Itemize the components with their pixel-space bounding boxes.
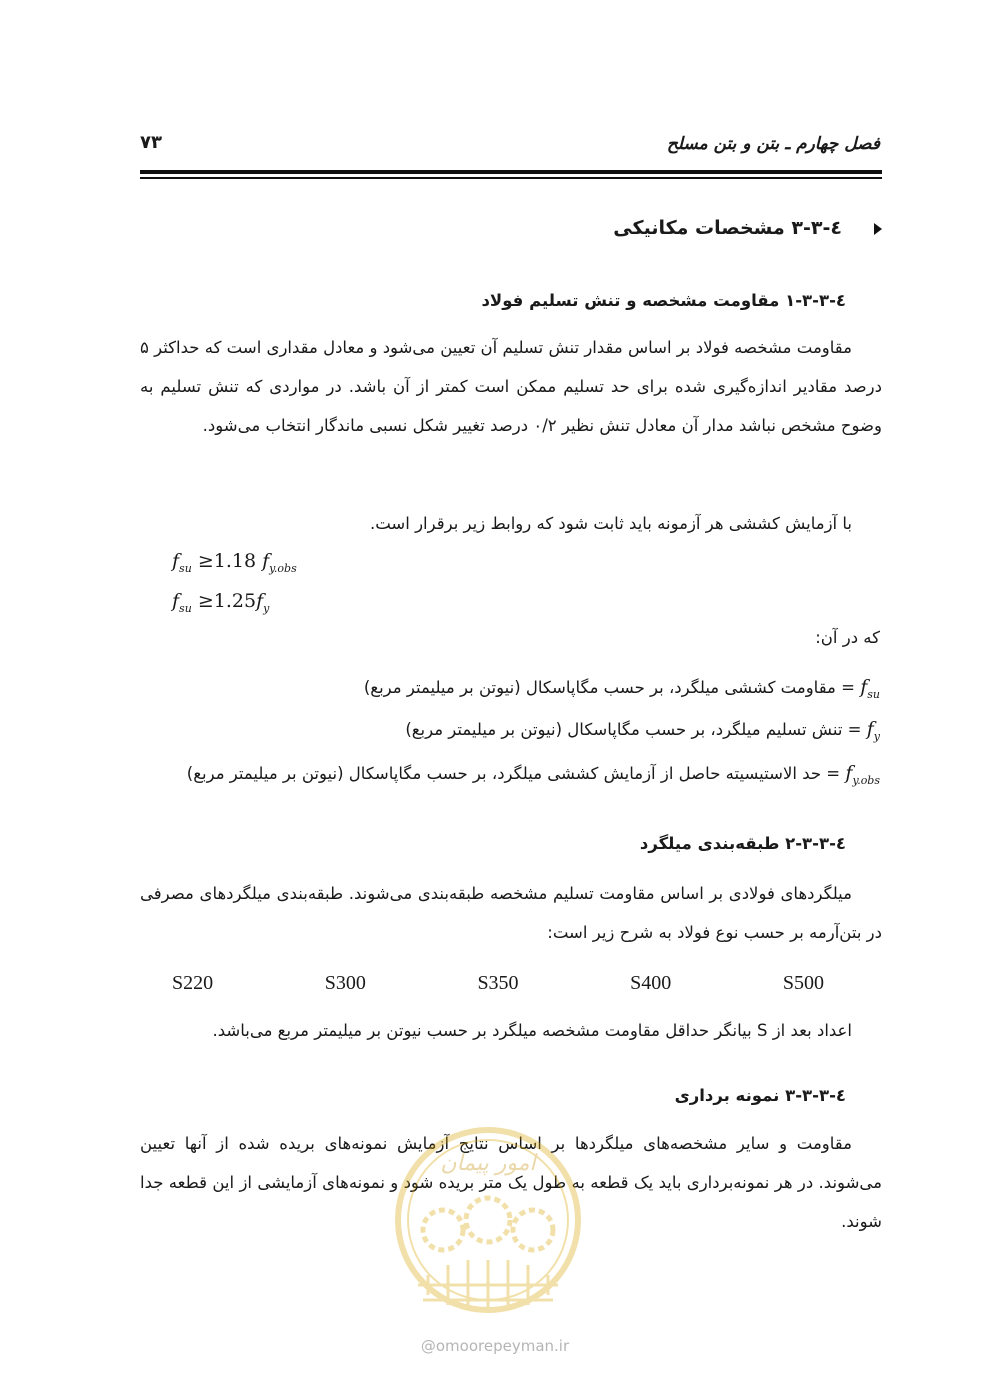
grade-s300: S300 [324, 972, 366, 994]
header-rule-thick [140, 170, 882, 174]
definition-fyobs: $f_{y.obs}$ = حد الاستیسیته حاصل از آزمایش کششی میلگرد، بر حسب مگاپاسکال (نیوتن بر میلیمتر مربع) [186, 762, 880, 787]
at-icon: @ [420, 1337, 436, 1355]
watermark-logo [388, 1125, 588, 1345]
grade-s350: S350 [477, 972, 519, 994]
equation-1: $f_{su} \ge 1.18$ $f_{y.obs}$ [172, 550, 297, 575]
steel-grades-row [172, 972, 824, 995]
equation-2: $f_{su} \ge 1.25f_y$ [172, 590, 270, 615]
header-rule-thin [140, 177, 882, 179]
watermark-logo-text: امور پیمان [440, 1151, 536, 1176]
paragraph-sampling: مقاومت و سایر مشخصه‌های میلگردها بر اساس نتایج آزمایش نمونه‌های بریده شده از آنها تعیین می‌شوند. در هر نمونه‌برداری باید یک قطعه به طول یک متر بریده شود و نمونه‌های آزمایشی از این قطعه جدا شوند. [140, 1134, 882, 1231]
paragraph-grade-note: اعداد بعد از S بیانگر حداقل مقاومت مشخصه میلگرد بر حسب نیوتن بر میلیمتر مربع می‌باشد. [212, 1021, 852, 1040]
paragraph-characteristic-strength: مقاومت مشخصه فولاد بر اساس مقدار تنش تسلیم آن تعیین می‌شود و معادل مقداری است که حداکثر ۵ درصد مقادیر اندازه‌گیری شده برای حد تسلیم ممکن است کمتر از آن باشد. در مواردی که تنش تسلیم به وضوح مشخص نباشد مدار آن معادل تنش نظیر ۰/۲ درصد تغییر شکل نسبی ماندگار انتخاب می‌شود. [139, 338, 882, 435]
grade-s220: S220 [172, 972, 214, 994]
subsection-heading-1: ٤-٣-٣-١ مقاومت مشخصه و تنش تسلیم فولاد [481, 291, 846, 310]
section-heading: ٤-٣-٣ مشخصات مکانیکی [613, 217, 842, 239]
definition-fsu: $f_{su}$ = مقاومت کششی میلگرد، بر حسب مگاپاسکال (نیوتن بر میلیمتر مربع) [363, 676, 880, 701]
grade-s500: S500 [782, 972, 824, 994]
definition-fy: $f_y$ = تنش تسلیم میلگرد، بر حسب مگاپاسکال (نیوتن بر میلیمتر مربع) [405, 718, 880, 743]
running-header-title: فصل چهارم ـ بتن و بتن مسلح [666, 134, 880, 154]
subsection-heading-3: ٤-٣-٣-٣ نمونه برداری [674, 1086, 846, 1105]
grade-s400: S400 [630, 972, 672, 994]
page-number: ۷۳ [140, 132, 162, 153]
section-bullet-icon [874, 223, 882, 235]
watermark-url: @omoorepeyman.ir [420, 1337, 570, 1355]
where-label: که در آن: [815, 628, 880, 647]
paragraph-bar-classification: میلگردهای فولادی بر اساس مقاومت تسلیم مشخصه طبقه‌بندی می‌شوند. طبقه‌بندی میلگردهای مصرفی در بتن‌آرمه بر حسب نوع فولاد به شرح زیر است: [140, 884, 882, 942]
subsection-heading-2: ٤-٣-٣-٢ طبقه‌بندی میلگرد [639, 834, 846, 853]
paragraph-tension-test: با آزمایش کششی هر آزمونه باید ثابت شود که روابط زیر برقرار است. [369, 514, 852, 533]
